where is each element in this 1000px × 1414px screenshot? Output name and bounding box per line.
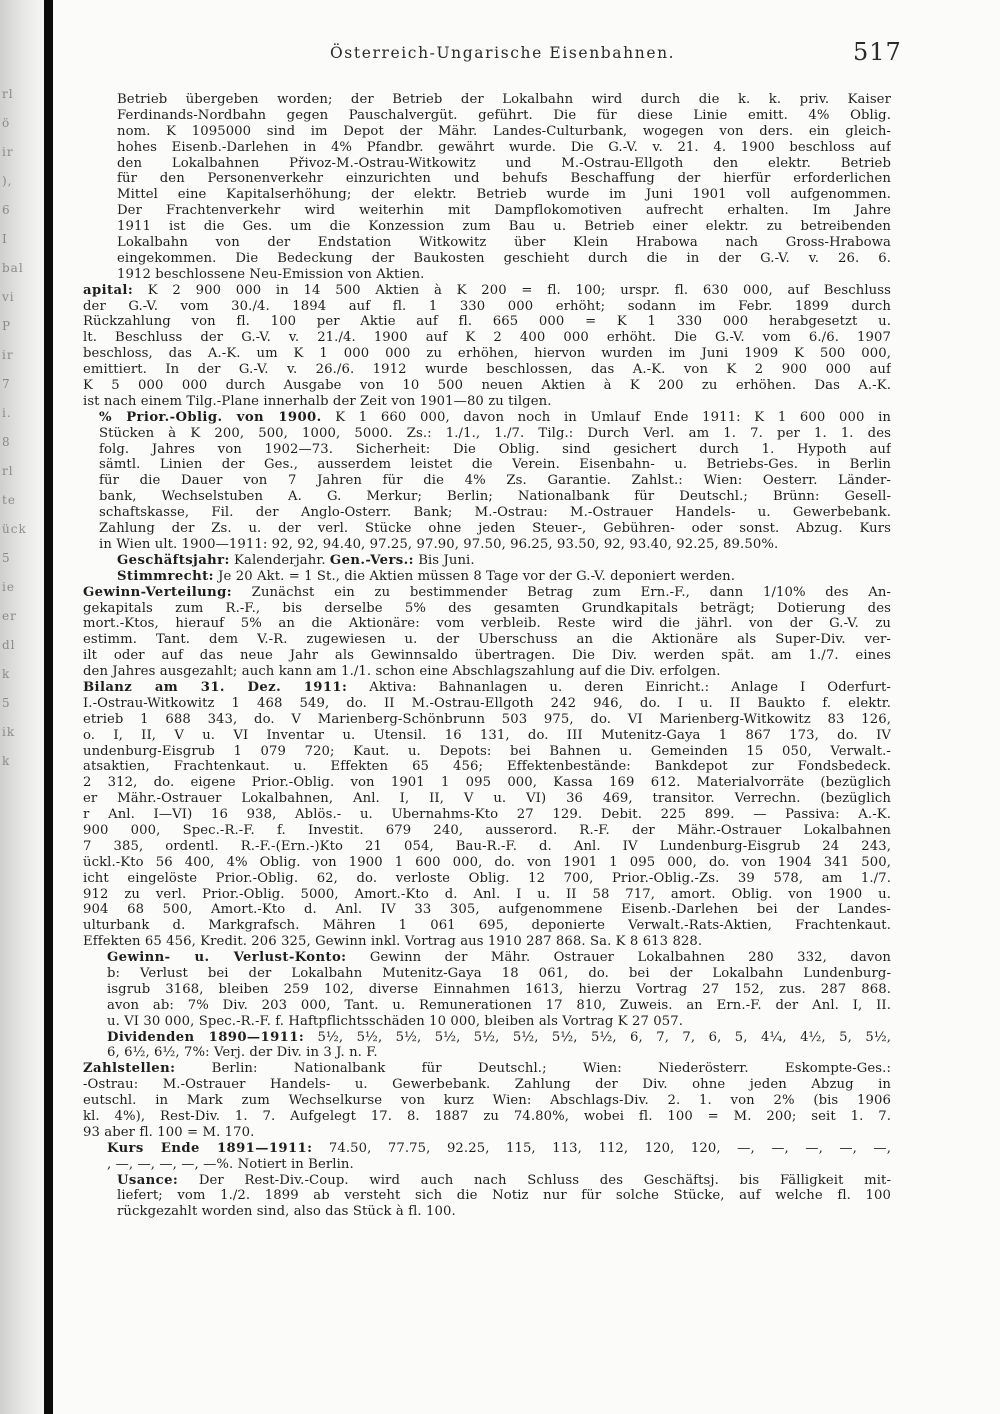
bleed-fragment: ), [2,174,13,188]
text-line: K 5 000 000 durch Ausgabe von 10 500 neuen Aktien à K 200 zu erhöhen. Das A.-K. [83,378,891,394]
text-line: Dividenden 1890—1911: 5½, 5½, 5½, 5½, 5½, 5½, 5½, 5½, 6, 7, 7, 6, 5, 4¼, 4½, 5, 5½, [107,1029,891,1045]
text-line: der G.-V. vom 30./4. 1894 auf fl. 1 330 000 erhöht; sodann im Febr. 1899 durch [83,298,891,314]
bleed-fragment: i. [2,406,12,420]
text-line: u. VI 30 000, Spec.-R.-F. f. Haftpflichtsschäden 10 000, bleiben als Vortrag K 27 057. [107,1013,683,1029]
text-line: Ferdinands-Nordbahn gegen Pauschalvergüt. geführt. Die für diese Linie emitt. 4% Oblig. [117,107,891,123]
text-line: beschloss, das A.-K. um K 1 000 000 zu erhöhen, hiervon wurden im Juni 1909 K 500 000, [83,346,891,362]
text-line: estimm. Tant. dem V.-R. zugewiesen u. der Überschuss an die Aktionäre als Super-Div. ver- [83,632,891,648]
text-line: 2 312, do. eigene Prior.-Oblig. von 1901 1 095 000, Kassa 169 612. Materialvorräte (bezüglich [83,775,891,791]
bleed-fragment: k [2,667,11,681]
text-line: Effekten 65 456, Kredit. 206 325, Gewinn inkl. Vortrag aus 1910 287 868. Sa. K 8 613 828. [83,934,703,950]
running-head: Österreich-Ungarische Eisenbahnen. [330,44,676,62]
bleed-fragment: rl [2,464,14,478]
page-number: 517 [853,38,902,66]
text-line: 912 zu verl. Prior.-Oblig. 5000, Amort.-Kto d. Anl. I u. II 58 717, amort. Oblig. von 1900 u. [83,886,891,902]
bleed-fragment: 5 [2,696,11,710]
text-line: Gewinn- u. Verlust-Konto: Gewinn der Mähr. Ostrauer Lokalbahnen 280 332, davon [107,950,891,966]
text-line: für den Personenverkehr einzurichten und behufs Beschaffung der hierfür erforderlichen [117,171,891,187]
text-line: Zahlstellen: Berlin: Nationalbank für Deutschl.; Wien: Niederösterr. Eskompte-Ges.: [83,1061,891,1077]
bleed-fragment: ück [2,522,27,536]
bleed-fragment: er [2,609,17,623]
bleed-fragment: ö [2,116,11,130]
text-line: Geschäftsjahr: Kalenderjahr. Gen.-Vers.: Bis Juni. [117,552,475,568]
text-line: undenburg-Eisgrub 1 079 720; Kaut. u. Depots: bei Bahnen u. Gemeinden 15 050, Verwalt.- [83,743,891,759]
text-line: ückl.-Kto 56 400, 4% Oblig. von 1900 1 600 000, do. von 1901 1 095 000, do. von 1904 341 500, [83,854,891,870]
text-line: emittiert. In der G.-V. v. 26./6. 1912 wurde beschlossen, das A.-K. von K 2 900 000 auf [83,362,891,378]
text-line: folg. Jahres von 1902—73. Sicherheit: Die Oblig. sind gesichert durch 1. Hypoth auf [99,441,891,457]
text-line: isgrub 3168, bleiben 259 102, diverse Einnahmen 1613, hierzu Vortrag 27 152, zus. 287 868. [107,981,891,997]
text-line: den Lokalbahnen Přivoz-M.-Ostrau-Witkowitz und M.-Ostrau-Ellgoth den elektr. Betrieb [117,155,891,171]
bleed-fragment: 8 [2,435,11,449]
text-line: 900 000, Spec.-R.-F. f. Investit. 679 240, ausserord. R.-F. der Mähr.-Ostrauer Lokalbahnen [83,822,891,838]
bleed-fragment: te [2,493,16,507]
text-line: lt. Beschluss der G.-V. v. 21./4. 1900 auf K 2 400 000 erhöht. Die G.-V. vom 6./6. 1907 [83,330,891,346]
text-line: icht eingelöste Prior.-Oblig. 62, do. verloste Oblig. 12 700, Prior.-Oblig.-Zs. 39 578, am 1./7. [83,870,891,886]
text-line: Lokalbahn von der Endstation Witkowitz über Klein Hrabowa nach Gross-Hrabowa [117,235,891,251]
bleed-fragment: ie [2,580,15,594]
text-line: apital: K 2 900 000 in 14 500 Aktien à K 200 = fl. 100; urspr. fl. 630 000, auf Beschluss [83,282,891,298]
text-line: I.-Ostrau-Witkowitz 1 468 549, do. II M.-Ostrau-Ellgoth 242 946, do. I u. II Baukto f. elektr. [83,695,891,711]
text-line: gekapitals zum R.-F., bis derselbe 5% des gesamten Grundkapitals beträgt; Dotierung des [83,600,891,616]
bleed-fragment: rl [2,87,14,101]
book-spine [44,0,53,1414]
bleed-fragment: dl [2,638,16,652]
text-line: Der Frachtenverkehr wird weiterhin mit Dampflokomotiven aufrecht erhalten. Im Jahre [117,203,891,219]
text-line: Bilanz am 31. Dez. 1911: Aktiva: Bahnanlagen u. deren Einricht.: Anlage I Oderfurt- [83,679,891,695]
bleed-fragment: k [2,754,11,768]
text-line: ulturbank d. Markgrafsch. Mähren 1 061 695, deponierte Verwalt.-Rats-Aktien, Frachtenkaut. [83,918,891,934]
text-line: für die Dauer von 7 Jahren für die 4% Zs. Garantie. Zahlst.: Wien: Oesterr. Länder- [99,473,891,489]
bleed-fragment: bal [2,261,24,275]
text-line: Zahlung der Zs. u. der verl. Stücke ohne jeden Steuer-, Gebühren- oder sonst. Abzug. Kurs [99,521,891,537]
text-line: rückgezahlt worden sind, also das Stück à fl. 100. [117,1204,456,1220]
text-line: avon ab: 7% Div. 203 000, Tant. u. Remunerationen 17 810, Zuweis. an Ern.-F. der Anl. I, II. [107,997,891,1013]
text-line: sämtl. Linien der Ges., ausserdem leistet die Verein. Eisenbahn- u. Betriebs-Ges. in Berlin [99,457,891,473]
text-line: ist nach einem Tilg.-Plane innerhalb der Zeit von 1901—80 zu tilgen. [83,393,552,409]
text-line: kl. 4%), Rest-Div. 1. 7. Aufgelegt 17. 8. 1887 zu 74.80%, wobei fl. 100 = M. 200; seit 1. 7. [83,1109,891,1124]
text-line: Gewinn-Verteilung: Zunächst ein zu bestimmender Betrag zum Ern.-F., dann 1/10% des An- [83,584,891,600]
text-line: hohes Eisenb.-Darlehen in 4% Pfandbr. gewährt wurde. Die G.-V. v. 21. 4. 1900 beschloss auf [117,139,891,155]
text-line: eingekommen. Die Bedeckung der Baukosten geschieht durch die in der G.-V. v. 26. 6. [117,250,891,266]
bleed-fragment: ir [2,145,14,159]
page-header [0,38,1000,74]
bleed-fragment: 7 [2,377,11,391]
bleed-fragment: P [2,319,12,333]
text-line: 904 68 500, Amort.-Kto d. Anl. IV 33 305, aufgenommene Eisenb.-Darlehen bei der Landes- [83,902,891,918]
bleed-fragment: 5 [2,551,11,565]
text-line: Usance: Der Rest-Div.-Coup. wird auch nach Schluss des Geschäftsj. bis Fälligkeit mit- [117,1172,891,1188]
text-line: 93 aber fl. 100 = M. 170. [83,1124,255,1140]
text-line: Kurs Ende 1891—1911: 74.50, 77.75, 92.25, 115, 113, 112, 120, 120, —, —, —, —, —, [107,1140,891,1156]
text-line: r Anl. I—VI) 16 938, Ablös.- u. Übernahms-Kto 27 129. Debit. 225 899. — Passiva: A.-K. [83,807,891,823]
text-line: ilt oder auf das neue Jahr als Gewinnsaldo übertragen. Die Div. werden spät. am 1./7. eines [83,648,891,664]
text-line: b: Verlust bei der Lokalbahn Mutenitz-Gaya 18 061, do. bei der Lokalbahn Lundenburg- [107,965,891,981]
text-line: den Jahres ausgezahlt; auch kann am 1./1. schon eine Abschlagszahlung auf die Div. erfolgen. [83,664,721,680]
text-line: nom. K 1095000 sind im Depot der Mähr. Landes-Culturbank, wogegen von ders. ein gleich- [117,123,891,139]
text-line: o. I, II, V u. VI Inventar u. Utensil. 16 131, do. III Mutenitz-Gaya 1 867 173, do. IV [83,727,891,743]
text-line: schaftskasse, Fil. der Anglo-Österr. Bank; M.-Ostrau: M.-Ostrauer Handels- u. Gewerbebank. [99,505,891,521]
text-line: atsaktien, Frachtenkaut. u. Effekten 65 456; Effektenbestände: Bankdepot zur Fondsbedeck. [83,759,891,775]
text-line: 7 385, ordentl. R.-F.-(Ern.-)Kto 21 054, Bau-R.-F. d. Anl. IV Lundenburg-Eisgrub 24 243, [83,838,891,854]
text-line: mort.-Ktos, hierauf 5% an die Aktionäre: vom verbleib. Reste wird die jährl. von der G.-V. zu [83,616,891,632]
text-line: etrieb 1 688 343, do. V Marienberg-Schönbrunn 503 975, do. VI Marienberg-Witkowitz 83 126, [83,711,891,727]
bleed-fragment: vi [2,290,15,304]
text-line: Stimmrecht: Je 20 Akt. = 1 St., die Aktien müssen 8 Tage vor der G.-V. deponiert werden. [117,568,736,584]
text-line: bank, Wechselstuben A. G. Merkur; Berlin; Nationalbank für Deutschl.; Brünn: Gesell- [99,489,891,505]
text-line: Stücken à K 200, 500, 1000, 5000. Zs.: 1./1., 1./7. Tilg.: Durch Verl. am 1. 7. per 1. 1. des [99,425,891,441]
text-line: in Wien ult. 1900—1911: 92, 92, 94.40, 97.25, 97.90, 97.50, 96.25, 93.50, 92, 93.40, 92.25, 89.50%. [99,536,779,552]
text-body [83,92,891,1220]
text-line: eutschl. in Mark zum Wechselkurse von kurz Wien: Abschlags-Div. 2. 1. von 2% (bis 1906 [83,1093,891,1109]
text-line: -Ostrau: M.-Ostrauer Handels- u. Gewerbebank. Zahlung der Div. ohne jeden Abzug in [83,1077,891,1093]
text-line: liefert; vom 1./2. 1899 ab versteht sich die Notiz nur für solche Stücke, auf welche fl. 100 [117,1188,891,1204]
facing-page-bleed [2,80,42,776]
text-line: 1912 beschlossene Neu-Emission von Aktien. [117,266,425,282]
text-line: Mittel eine Kapitalserhöhung; der elektr. Betrieb wurde im Juni 1901 voll aufgenommen. [117,187,891,203]
text-line: 1911 ist die Ges. um die Konzession zum Bau u. Betrieb einer elektr. zu betreibenden [117,219,891,235]
text-line: 6, 6½, 6½, 7%: Verj. der Div. in 3 J. n. F. [107,1045,378,1061]
text-line: Betrieb übergeben worden; der Betrieb der Lokalbahn wird durch die k. k. priv. Kaiser [117,92,891,107]
bleed-fragment: ir [2,348,14,362]
bleed-fragment: I [2,232,8,246]
text-line: er Mähr.-Ostrauer Lokalbahnen, Anl. I, II, V u. VI) 36 469, transitor. Verrechn. (bezüglich [83,791,891,807]
bleed-fragment: 6 [2,203,11,217]
bleed-fragment: ik [2,725,16,739]
text-line: , —, —, —, —, —%. Notiert in Berlin. [107,1156,354,1172]
text-line: Rückzahlung von fl. 100 per Aktie auf fl. 665 000 = K 1 330 000 herabgesetzt u. [83,314,891,330]
text-line: % Prior.-Oblig. von 1900. K 1 660 000, davon noch in Umlauf Ende 1911: K 1 600 000 in [99,409,891,425]
